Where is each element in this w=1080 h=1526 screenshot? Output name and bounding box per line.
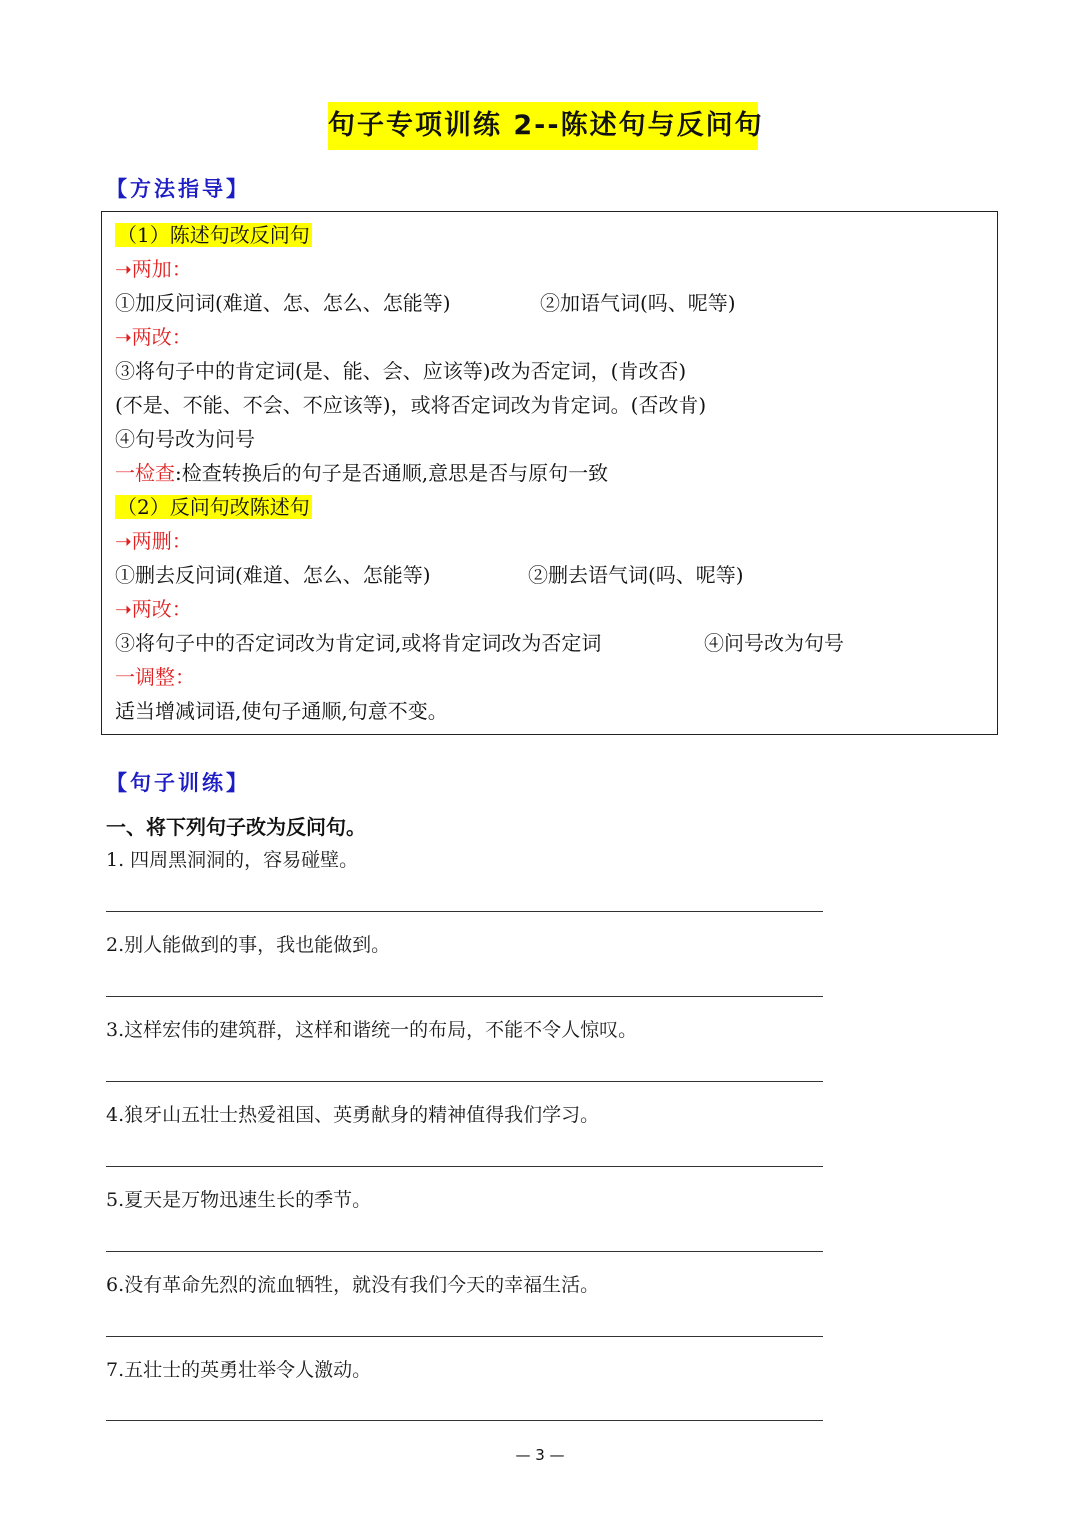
guide-part1-change-line1: ③将句子中的肯定词(是、能、会、应该等)改为否定词，(肯改否): [115, 359, 687, 383]
guide-part2-adjust-label: 一调整：: [115, 665, 195, 689]
page-number: — 3 —: [515, 1446, 565, 1464]
guide-part1-change-label: ➝两改：: [115, 325, 192, 349]
question-1: 1. 四周黑洞洞的，容易碰壁。: [106, 849, 359, 871]
guide-part1-add-item2: ②加语气词(吗、呢等): [540, 291, 736, 315]
question-6: 6.没有革命先烈的流血牺牲，就没有我们今天的幸福生活。: [106, 1274, 600, 1296]
guide-part1-check-label: 一检查: [115, 461, 175, 485]
guide-part1-add-label: ➝两加：: [115, 257, 192, 281]
question-7: 7.五壮士的英勇壮举令人激动。: [106, 1359, 372, 1381]
guide-part1-change-line3: ④句号改为问号: [115, 427, 255, 451]
answer-line-5[interactable]: [106, 1251, 823, 1252]
question-3: 3.这样宏伟的建筑群，这样和谐统一的布局，不能不令人惊叹。: [106, 1019, 638, 1041]
question-4: 4.狼牙山五壮士热爱祖国、英勇献身的精神值得我们学习。: [106, 1104, 600, 1126]
exercise-title: 一、将下列句子改为反问句。: [106, 815, 366, 839]
guide-part2-delete-item2: ②删去语气词(吗、呢等): [528, 563, 744, 587]
training-heading: 【句子训练】: [106, 771, 250, 795]
question-2: 2.别人能做到的事，我也能做到。: [106, 934, 391, 956]
answer-line-4[interactable]: [106, 1166, 823, 1167]
answer-line-2[interactable]: [106, 996, 823, 997]
guide-part2-change-item2: ④问号改为句号: [704, 631, 844, 655]
guide-part2-change-item1: ③将句子中的否定词改为肯定词,或将肯定词改为否定词: [115, 631, 602, 655]
guide-part2-title-text: （2）反问句改陈述句: [117, 495, 310, 519]
question-5: 5.夏天是万物迅速生长的季节。: [106, 1189, 372, 1211]
guide-part1-check-text: :检查转换后的句子是否通顺,意思是否与原句一致: [175, 461, 609, 485]
guide-part2-title: [115, 494, 312, 520]
guide-part1-title: [115, 222, 312, 248]
guide-part2-adjust-text: 适当增减词语,使句子通顺,句意不变。: [115, 699, 448, 723]
answer-line-6[interactable]: [106, 1336, 823, 1337]
guide-part2-change-label: ➝两改：: [115, 597, 192, 621]
answer-line-1[interactable]: [106, 911, 823, 912]
guide-part2-delete-item1: ①删去反问词(难道、怎么、怎能等): [115, 563, 431, 587]
guide-part1-add-item1: ①加反问词(难道、怎、怎么、怎能等): [115, 291, 451, 315]
guide-part1-change-line2: (不是、不能、不会、不应该等)，或将否定词改为肯定词。(否改肯): [115, 393, 707, 417]
guide-part1-title-text: （1）陈述句改反问句: [117, 223, 310, 247]
method-heading: 【方法指导】: [106, 177, 250, 201]
answer-line-3[interactable]: [106, 1081, 823, 1082]
guide-part1-check: [115, 460, 608, 486]
page-title: 句子专项训练 2--陈述句与反问句: [328, 102, 758, 150]
guide-part2-delete-label: ➝两删：: [115, 529, 192, 553]
answer-line-7[interactable]: [106, 1420, 823, 1421]
